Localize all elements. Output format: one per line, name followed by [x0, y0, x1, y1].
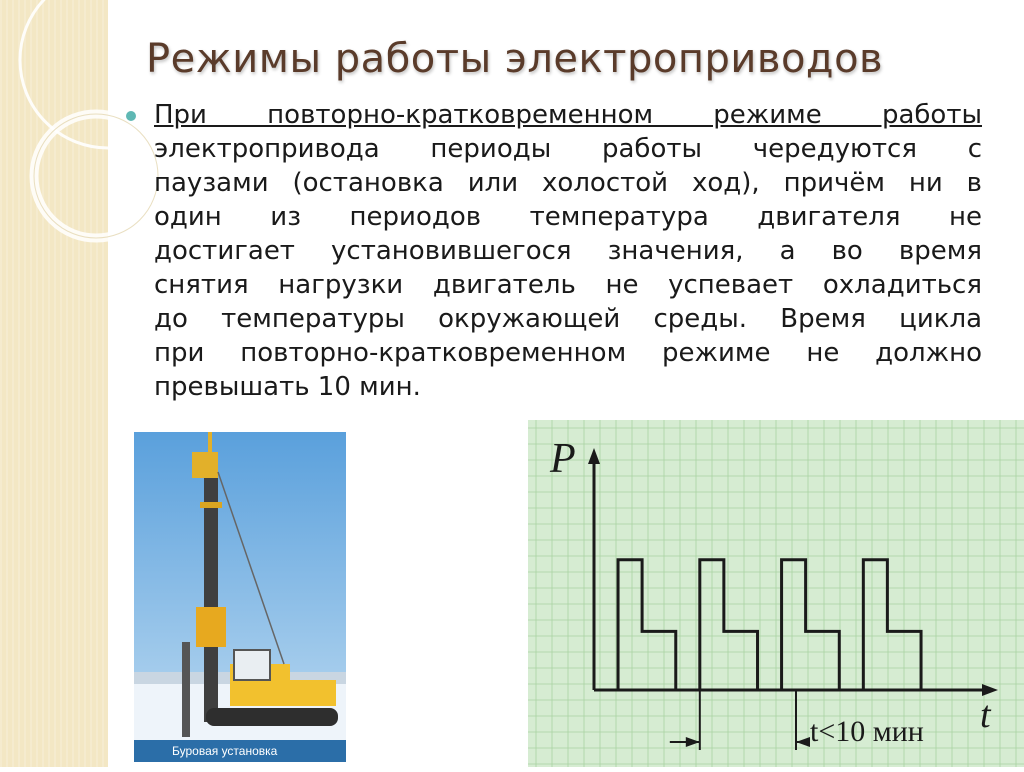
load-diagram-svg: [528, 420, 1024, 767]
paragraph-line: при повторно-кратковременном режиме не должно: [154, 338, 982, 368]
y-axis-label: P: [550, 436, 576, 482]
paragraph-line: электропривода периоды работы чередуются с: [154, 134, 982, 164]
slide-title: Режимы работы электроприводов: [146, 36, 884, 82]
photo-caption: Буровая установка: [134, 740, 346, 762]
paragraph-line: один из периодов температура двигателя не: [154, 202, 982, 232]
drilling-rig-photo: [134, 432, 346, 762]
paragraph-lead: При повторно-кратковременном режиме работы: [154, 100, 982, 130]
paragraph-line: паузами (остановка или холостой ход), причём ни в: [154, 168, 982, 198]
paragraph-line-last: превышать 10 мин.: [154, 372, 421, 402]
paragraph-line: до температуры окружающей среды. Время цикла: [154, 304, 982, 334]
paragraph-line: снятия нагрузки двигатель не успевает охладиться: [154, 270, 982, 300]
x-axis-label: t: [980, 694, 991, 736]
paragraph-line: достигает установившегося значения, а во время: [154, 236, 982, 266]
cycle-time-annotation: t<10 мин: [810, 715, 924, 748]
body-paragraph: [154, 98, 982, 404]
bullet-dot: [126, 111, 136, 121]
load-diagram: [528, 420, 1024, 767]
